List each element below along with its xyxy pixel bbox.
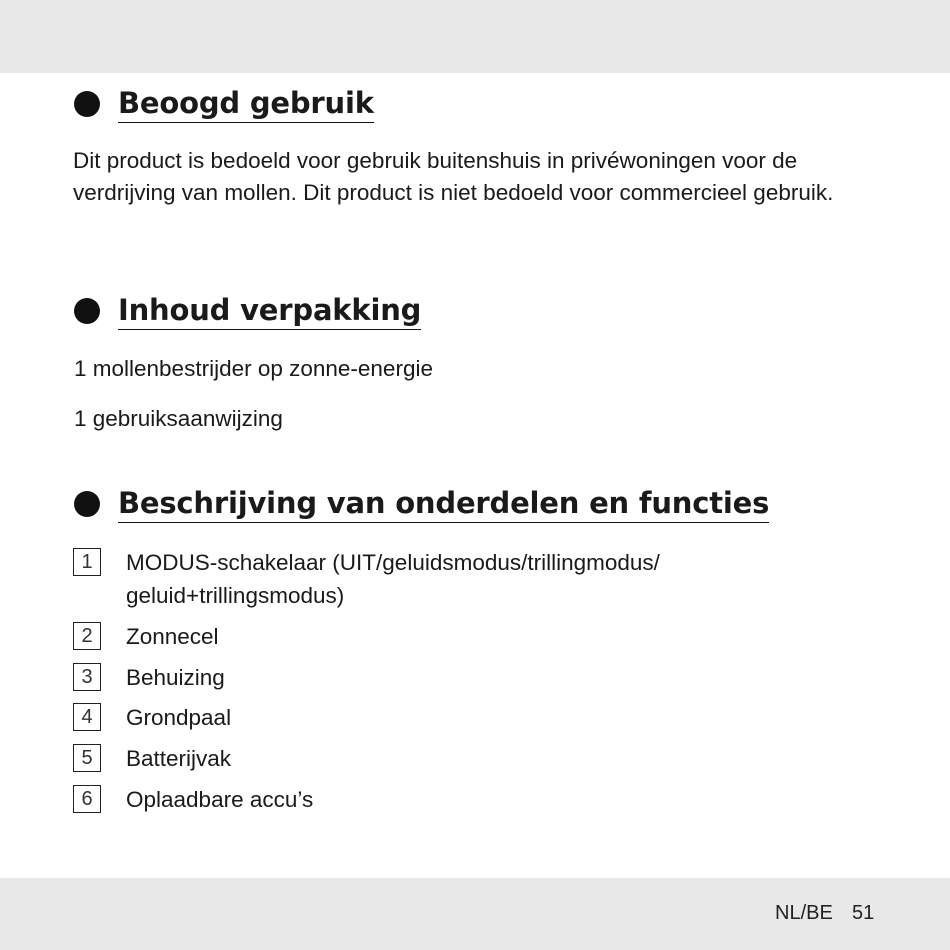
intended-use-paragraph: Dit product is bedoeld voor gebruik buitenshuis in privéwoningen voor de verdrijving van mollen. Dit product is niet bedoeld voor commercieel gebruik.: [73, 148, 834, 205]
package-item: 1 gebruiksaanwijzing: [74, 406, 283, 431]
part-label: Zonnecel: [126, 624, 219, 649]
heading-intended-use: [74, 84, 374, 124]
part-item-3: [73, 661, 766, 694]
part-item-1: [73, 546, 766, 612]
part-number-box: 4: [73, 703, 101, 731]
bullet-icon: [74, 91, 100, 117]
part-number-box: 5: [73, 744, 101, 772]
part-number-box: 3: [73, 663, 101, 691]
bullet-icon: [74, 298, 100, 324]
heading-package-contents-text: Inhoud verpakking: [118, 292, 421, 330]
footer-language: NL/BE: [775, 902, 833, 924]
heading-intended-use-text: Beoogd gebruik: [118, 85, 374, 123]
bullet-icon: [74, 491, 100, 517]
heading-parts-text: Beschrijving van onderdelen en functies: [118, 485, 769, 523]
heading-package-contents: [74, 291, 421, 331]
part-number-box: 1: [73, 548, 101, 576]
part-label: Batterijvak: [126, 746, 232, 771]
part-item-2: [73, 620, 766, 653]
part-number-box: 6: [73, 785, 101, 813]
package-item: 1 mollenbestrijder op zonne-energie: [74, 356, 433, 381]
part-item-6: [73, 783, 766, 816]
part-number-box: 2: [73, 622, 101, 650]
part-label: Oplaadbare accu’s: [126, 787, 314, 812]
part-label: Grondpaal: [126, 705, 232, 730]
part-label: MODUS-schakelaar (UIT/geluidsmodus/trillingmodus/ geluid+trillingsmodus): [126, 550, 660, 608]
part-label: Behuizing: [126, 665, 225, 690]
top-band: [0, 0, 950, 73]
heading-parts: [74, 484, 769, 524]
part-item-4: [73, 701, 766, 734]
page-number: 51: [852, 902, 875, 924]
part-item-5: [73, 742, 766, 775]
